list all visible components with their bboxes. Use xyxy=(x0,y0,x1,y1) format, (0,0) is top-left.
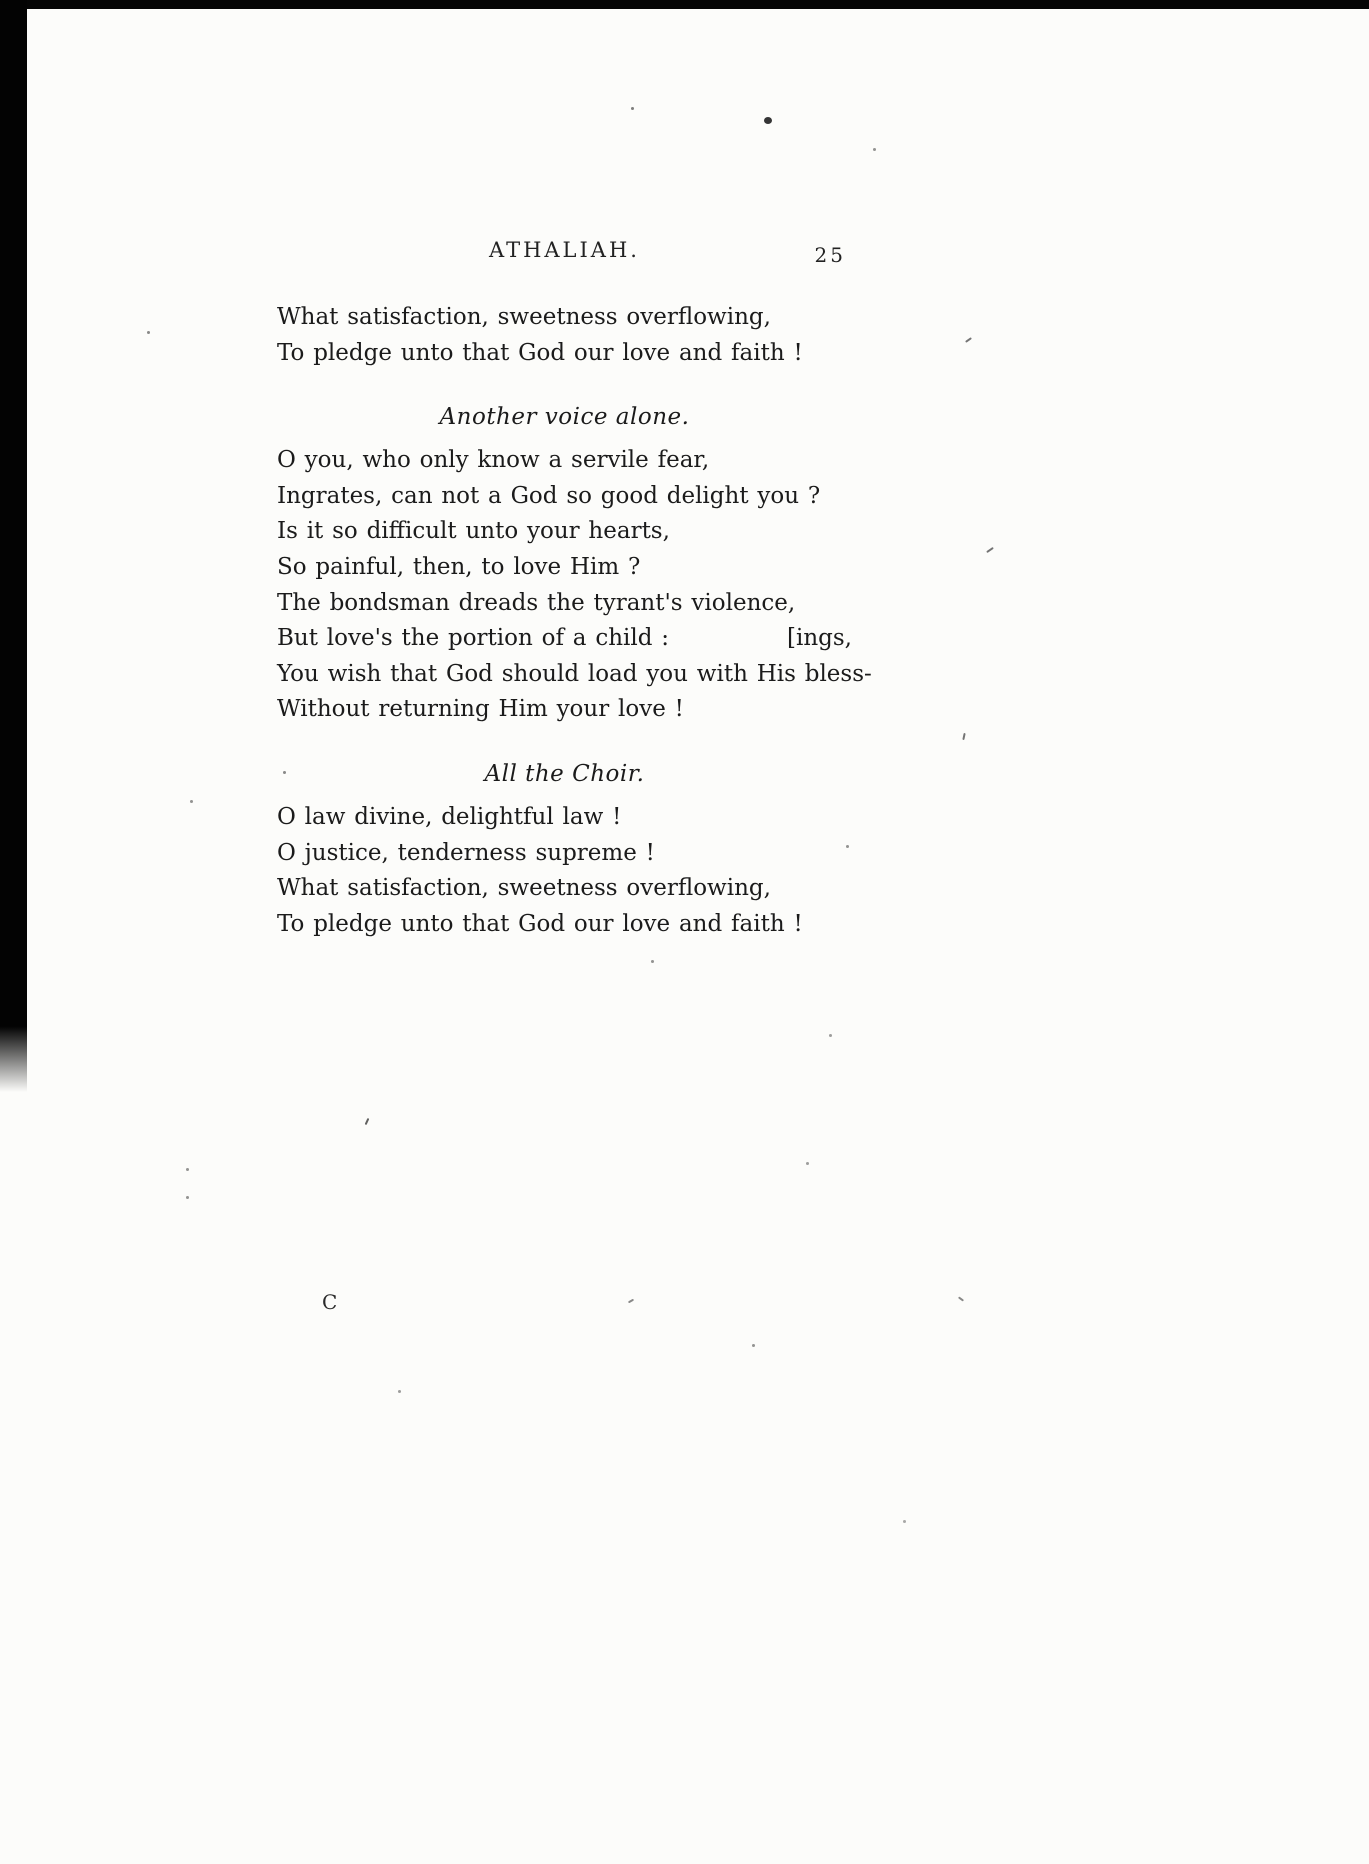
scan-speck xyxy=(631,107,634,110)
verse-line: O law divine, delightful law ! xyxy=(277,803,622,830)
verse-line: So painful, then, to love Him ? xyxy=(277,553,641,580)
another-voice-stanza xyxy=(277,443,872,728)
scan-speck xyxy=(829,1034,832,1037)
scan-speck xyxy=(965,337,972,343)
page-number: 25 xyxy=(814,243,846,267)
scan-speck xyxy=(903,1520,906,1523)
verse-line-with-catchword xyxy=(277,621,852,657)
verse-line: Is it so difficult unto your hearts, xyxy=(277,518,670,545)
verse-line: O you, who only know a servile fear, xyxy=(277,447,710,474)
scan-speck xyxy=(752,1344,755,1347)
running-header xyxy=(277,238,852,270)
scan-speck xyxy=(958,1296,964,1301)
verse-line: What satisfaction, sweetness overflowing, xyxy=(277,875,771,902)
scan-speck xyxy=(806,1162,809,1165)
scan-speck xyxy=(962,733,965,740)
scan-speck xyxy=(873,148,876,151)
scan-speck xyxy=(190,800,193,803)
verse-line: To pledge unto that God our love and faith ! xyxy=(277,339,803,366)
verse-line: The bondsman dreads the tyrant's violence, xyxy=(277,589,796,616)
verse-line: Ingrates, can not a God so good delight you ? xyxy=(277,482,821,509)
verse-line: O justice, tenderness supreme ! xyxy=(277,839,655,866)
text-column xyxy=(277,238,872,942)
scan-speck xyxy=(398,1390,401,1393)
verse-line: Without returning Him your love ! xyxy=(277,696,684,723)
verse-line: What satisfaction, sweetness overflowing, xyxy=(277,304,771,330)
scan-speck xyxy=(628,1299,634,1304)
scan-speck xyxy=(186,1168,189,1171)
verse-line: You wish that God should load you with His bless- xyxy=(277,660,872,687)
scan-speck xyxy=(651,960,654,963)
signature-mark: C xyxy=(322,1290,338,1314)
scene-heading-another-voice: Another voice alone. xyxy=(439,404,690,431)
all-the-choir-stanza xyxy=(277,800,852,942)
opening-stanza xyxy=(277,300,852,371)
verse-line: To pledge unto that God our love and faith ! xyxy=(277,910,803,937)
scene-heading-all-the-choir: All the Choir. xyxy=(484,760,645,787)
scan-speck xyxy=(365,1118,370,1125)
scan-speck xyxy=(764,117,772,124)
verse-line: But love's the portion of a child : xyxy=(277,625,670,652)
scan-edge-left xyxy=(0,0,27,1092)
scan-speck xyxy=(147,331,150,334)
scan-speck xyxy=(186,1196,189,1199)
scan-speck xyxy=(986,547,994,553)
page-title: ATHALIAH. xyxy=(489,238,640,262)
scan-edge-top xyxy=(0,0,1369,9)
catchword: [ings, xyxy=(787,625,852,652)
